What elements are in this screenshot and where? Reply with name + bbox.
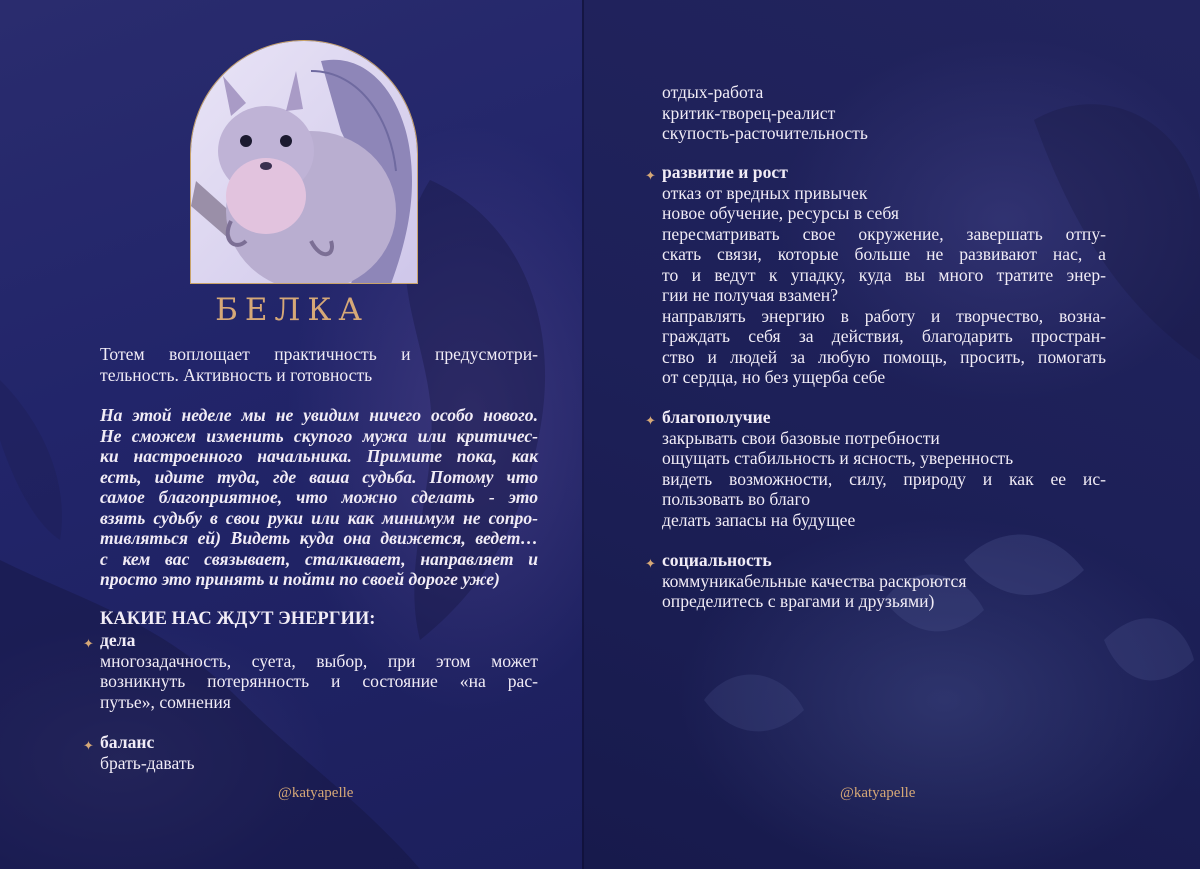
squirrel-photo <box>190 40 418 284</box>
section-line: пользовать во благо <box>662 489 811 509</box>
section-line: многозадачность, суета, выбор, при этом может <box>100 650 538 671</box>
forecast-line: ки настроенного начальника. Примите пока, как <box>100 446 538 466</box>
sparkle-icon: ✦ <box>645 557 656 572</box>
sparkle-icon: ✦ <box>83 739 94 754</box>
section-line: делать запасы на будущее <box>662 509 856 530</box>
energies-heading: КАКИЕ НАС ЖДУТ ЭНЕРГИИ: <box>100 609 376 629</box>
intro-text <box>100 344 538 385</box>
section-razvitie <box>662 162 1106 388</box>
sparkle-icon: ✦ <box>645 414 656 429</box>
section-line: от сердца, но без ущерба себе <box>662 367 886 387</box>
right-page <box>584 0 1200 869</box>
section-heading: дела <box>100 630 136 650</box>
forecast-line: есть, идите туда, где ваша судьба. Потому что <box>100 466 538 487</box>
author-handle: @katyapelle <box>278 785 354 801</box>
intro-line: Тотем воплощает практичность и предусмотри- <box>100 344 538 364</box>
section-line: путье», сомнения <box>100 691 231 712</box>
section-line: ощущать стабильность и ясность, уверенность <box>662 448 1014 468</box>
forecast-line: Не сможем изменить скупого мужа или критичес- <box>100 425 538 446</box>
forecast-line: тивляться ей) Видеть куда она движется, ведет… <box>100 528 538 548</box>
section-heading: благополучие <box>662 407 771 427</box>
section-heading: социальность <box>662 550 772 570</box>
weekly-forecast-text <box>100 405 538 590</box>
list-item: критик-творец-реалист <box>662 102 836 123</box>
section-line: новое обучение, ресурсы в себя <box>662 203 899 223</box>
page-title: БЕЛКА <box>215 292 369 328</box>
intro-line: тельность. Активность и готовность <box>100 364 373 385</box>
sparkle-icon: ✦ <box>645 169 656 184</box>
section-line: направлять энергию в работу и творчество, возна- <box>662 305 1106 326</box>
section-line: скать связи, которые больше не развивают нас, а <box>662 244 1106 264</box>
section-line: коммуникабельные качества раскроются <box>662 570 967 591</box>
section-line: пересматривать свое окружение, завершать отпу- <box>662 223 1106 244</box>
section-dela <box>100 630 538 712</box>
section-line: видеть возможности, силу, природу и как ее ис- <box>662 468 1106 489</box>
section-socialnost <box>662 550 1106 612</box>
section-line: ство и людей за любую помощь, просить, помогать <box>662 346 1106 367</box>
sparkle-icon: ✦ <box>83 637 94 652</box>
forecast-line: На этой неделе мы не увидим ничего особо нового. <box>100 405 538 425</box>
section-line: отказ от вредных привычек <box>662 182 868 203</box>
list-item: скупость-расточительность <box>662 123 868 143</box>
section-line: закрывать свои базовые потребности <box>662 427 940 448</box>
section-line: брать-давать <box>100 752 195 773</box>
section-line: то и ведут к упадку, куда вы много тратите энер- <box>662 264 1106 285</box>
list-item: отдых-работа <box>662 82 764 102</box>
section-line: возникнуть потерянность и состояние «на рас- <box>100 671 538 691</box>
left-page <box>0 0 584 869</box>
section-balans <box>100 732 538 773</box>
forecast-line: самое благоприятное, что можно сделать - это <box>100 487 538 507</box>
continued-list <box>662 82 1106 144</box>
author-handle: @katyapelle <box>840 785 916 801</box>
section-blagopoluchie <box>662 407 1106 530</box>
section-line: определитесь с врагами и друзьями) <box>662 591 935 611</box>
forecast-line: взять судьбу в свои руки или как минимум не сопро- <box>100 507 538 528</box>
section-heading: развитие и рост <box>662 162 788 182</box>
section-heading: баланс <box>100 732 155 752</box>
forecast-line: просто это принять и пойти по своей дороге уже) <box>100 569 500 589</box>
section-line: гии не получая взамен? <box>662 285 839 305</box>
section-line: граждать себя за действия, благодарить простран- <box>662 326 1106 346</box>
forecast-line: с кем вас связывает, сталкивает, направляет и <box>100 548 538 569</box>
